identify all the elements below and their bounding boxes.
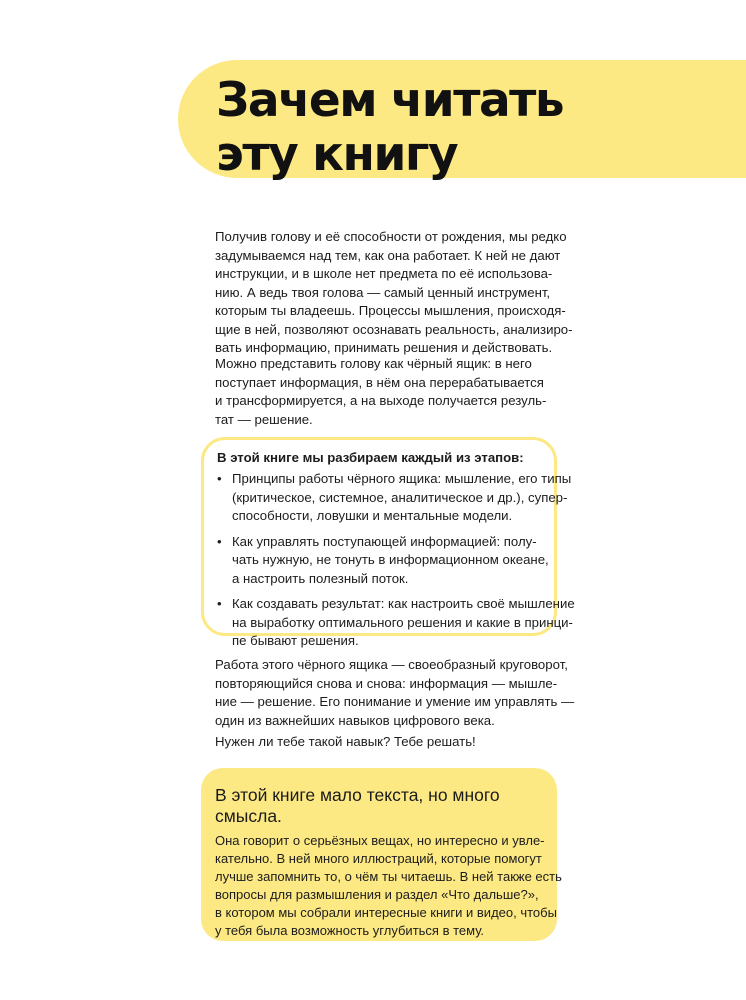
- text-line: Как создавать результат: как настроить своё мышление: [232, 596, 575, 611]
- page-title-line: эту книгу: [216, 127, 458, 182]
- text-line: на выработку оптимального решения и какие в принци-: [232, 614, 573, 630]
- text-line: чать нужную, не тонуть в информационном океане,: [232, 552, 549, 567]
- text-line: в котором мы собрали интересные книги и видео, чтобы: [215, 905, 557, 920]
- question-paragraph: [215, 733, 560, 752]
- text-line: которым ты владеешь. Процессы мышления, происходя-: [215, 303, 566, 318]
- text-line: инструкции, и в школе нет предмета по её использова-: [215, 266, 553, 281]
- text-line: (критическое, системное, аналитическое и др.), супер-: [232, 489, 568, 505]
- text-line: способности, ловушки и ментальные модели.: [232, 508, 513, 523]
- stages-heading: В этой книге мы разбираем каждый из этапов:: [217, 450, 524, 465]
- note-title: [215, 785, 500, 827]
- text-line: лучше запомнить то, о чём ты читаешь. В ней также есть: [215, 869, 562, 884]
- text-line: нию. А ведь твоя голова — самый ценный инструмент,: [215, 284, 551, 300]
- text-line: кательно. В ней много иллюстраций, которые помогут: [215, 851, 542, 866]
- text-line: Она говорит о серьёзных вещах, но интересно и увле-: [215, 833, 545, 848]
- text-line: вать информацию, принимать решения и действовать.: [215, 340, 553, 355]
- text-line: Принципы работы чёрного ящика: мышление, его типы: [232, 471, 572, 486]
- text-line: а настроить полезный поток.: [232, 570, 409, 586]
- black-box-paragraph: [215, 355, 560, 429]
- cycle-paragraph: [215, 656, 575, 730]
- note-callout: [201, 768, 562, 941]
- text-line: Можно представить голову как чёрный ящик: в него: [215, 356, 532, 371]
- text-line: Получив голову и её способности от рождения, мы редко: [215, 229, 567, 244]
- stages-list: [204, 470, 575, 651]
- text-line: поступает информация, в нём она перерабатывается: [215, 374, 544, 390]
- bullet-icon: •: [217, 596, 222, 611]
- bullet-icon: •: [217, 471, 222, 486]
- text-line: вопросы для размышления и раздел «Что дальше?»,: [215, 887, 539, 902]
- text-line: тат — решение.: [215, 411, 313, 427]
- text-line: щие в ней, позволяют осознавать реальность, анализиро-: [215, 321, 573, 337]
- text-line: Работа этого чёрного ящика — своеобразный круговорот,: [215, 657, 568, 672]
- text-line: Нужен ли тебе такой навык? Тебе решать!: [215, 734, 476, 749]
- text-line: один из важнейших навыков цифрового века.: [215, 712, 495, 728]
- list-item: [204, 595, 575, 651]
- text-line: Как управлять поступающей информацией: полу-: [232, 533, 537, 549]
- text-line: повторяющийся снова и снова: информация — мышле-: [215, 675, 558, 691]
- note-title-line: смысла.: [215, 806, 282, 826]
- bullet-icon: •: [217, 533, 222, 549]
- intro-paragraph: [215, 228, 573, 358]
- text-line: у тебя была возможность углубиться в тему.: [215, 923, 485, 938]
- page-title: [216, 74, 563, 182]
- stages-callout: [201, 437, 575, 648]
- text-line: и трансформируется, а на выходе получается резуль-: [215, 393, 547, 408]
- list-item: [204, 470, 575, 526]
- text-line: ние — решение. Его понимание и умение им управлять —: [215, 694, 575, 709]
- list-item: [204, 533, 575, 589]
- text-line: задумываемся над тем, как она работает. К ней не дают: [215, 247, 561, 263]
- note-title-line: В этой книге мало текста, но много: [215, 785, 500, 805]
- page-title-line: Зачем читать: [216, 73, 564, 128]
- note-body: [215, 832, 562, 940]
- text-line: пе бывают решения.: [232, 633, 359, 648]
